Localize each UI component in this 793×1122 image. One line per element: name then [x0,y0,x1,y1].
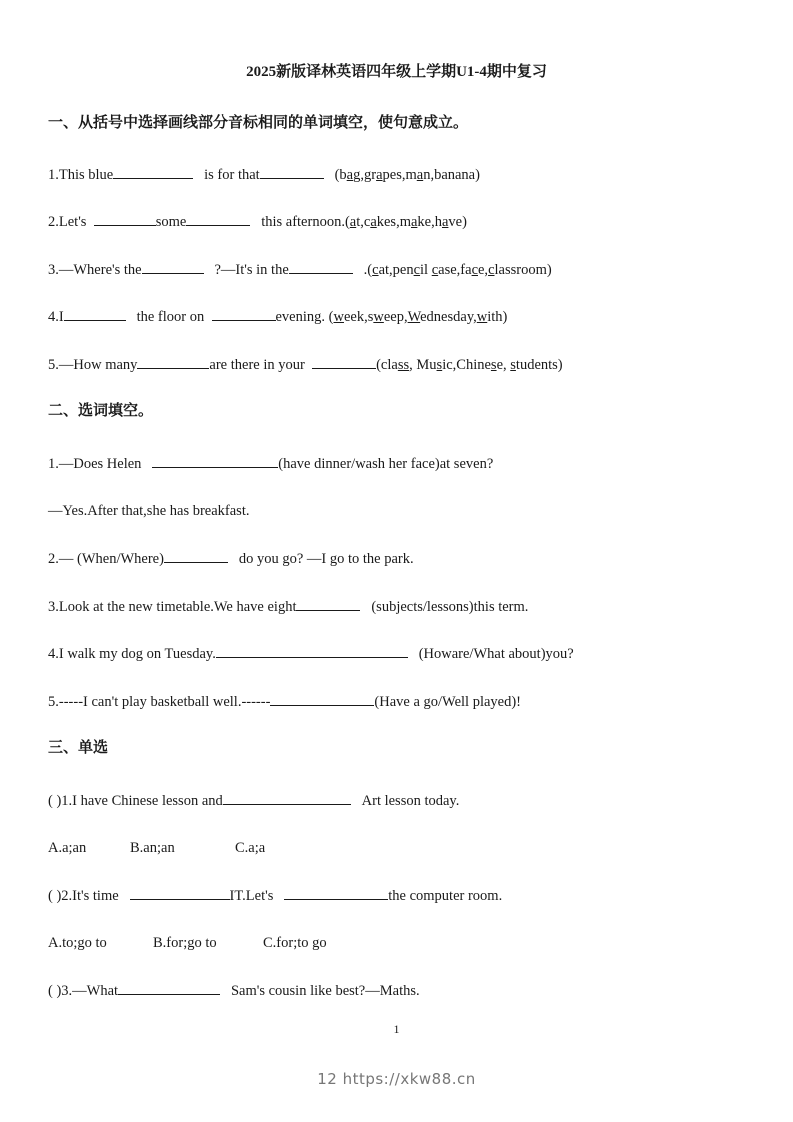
option-c[interactable]: C.a;a [235,840,266,856]
question-1-4: 4.I the floor on evening. (week,sweep,Wednesday,with) [48,306,507,327]
option-a[interactable]: A.to;go to [48,935,107,951]
question-1-2: 2.Let's some this afternoon.(at,cakes,make,have) [48,211,467,232]
answer-blank[interactable] [113,164,193,179]
question-2-1-reply: —Yes.After that,she has breakfast. [48,503,250,519]
section-3-heading: 三、单选 [48,740,109,756]
section-2-heading: 二、选词填空。 [48,403,154,419]
answer-blank[interactable] [142,259,204,274]
answer-blank[interactable] [94,211,156,226]
option-b[interactable]: B.for;go to [153,935,217,951]
answer-blank[interactable] [64,306,126,321]
answer-blank[interactable] [223,790,351,805]
section-1-heading: 一、从括号中选择画线部分音标相同的单词填空，使句意成立。 [48,115,469,131]
question-2-4: 4.I walk my dog on Tuesday. (Howare/What about)you? [48,643,574,664]
question-2-5: 5.-----I can't play basketball well.------ (Have a go/Well played)! [48,691,521,712]
question-3-1-options [48,838,265,858]
answer-blank[interactable] [137,354,209,369]
question-3-2: ( )2.It's time IT.Let's the computer room. [48,885,502,906]
document-title: 2025新版译林英语四年级上学期U1-4期中复习 [246,64,547,80]
option-a[interactable]: A.a;an [48,840,87,856]
question-1-5: 5.—How many are there in your (class, Music,Chinese, students) [48,354,563,375]
answer-blank[interactable] [296,596,360,611]
answer-blank[interactable] [284,885,388,900]
question-3-1: ( )1.I have Chinese lesson and Art lesson today. [48,790,459,811]
question-2-3: 3.Look at the new timetable.We have eight (subjects/lessons)this term. [48,596,528,617]
answer-blank[interactable] [152,453,278,468]
footer-url: 12 https://xkw88.cn [317,1070,476,1088]
question-1-1: 1.This blue is for that (bag,grapes,man,banana) [48,164,480,185]
answer-blank[interactable] [186,211,250,226]
page-number: 1 [393,1022,400,1036]
answer-blank[interactable] [270,691,374,706]
answer-blank[interactable] [260,164,324,179]
answer-blank[interactable] [212,306,276,321]
question-1-3: 3.—Where's the ?—It's in the .(cat,pencil case,face,classroom) [48,259,552,280]
answer-blank[interactable] [130,885,230,900]
answer-blank[interactable] [216,643,408,658]
answer-blank[interactable] [164,548,228,563]
answer-blank[interactable] [118,980,220,995]
question-3-2-options [48,933,327,953]
question-2-2: 2.— (When/Where) do you go? —I go to the park. [48,548,414,569]
option-b[interactable]: B.an;an [130,840,175,856]
question-3-3: ( )3.—What Sam's cousin like best?—Maths. [48,980,420,1001]
option-c[interactable]: C.for;to go [263,935,327,951]
answer-blank[interactable] [312,354,376,369]
question-2-1: 1.—Does Helen (have dinner/wash her face)at seven? [48,453,493,474]
answer-blank[interactable] [289,259,353,274]
